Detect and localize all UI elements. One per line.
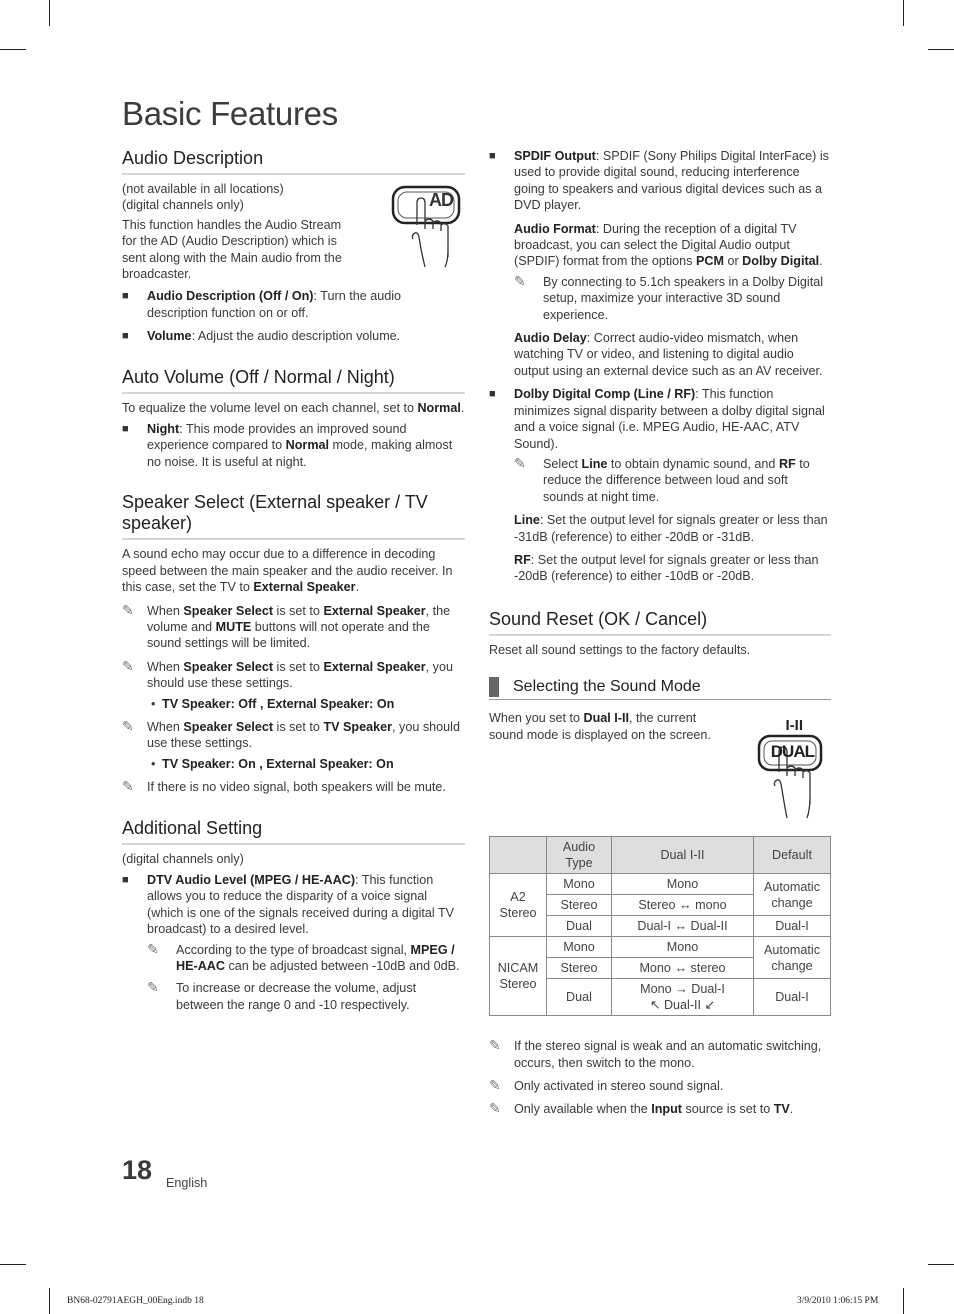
sound-reset-heading: Sound Reset (OK / Cancel) [489, 609, 831, 636]
sound-mode-heading: Selecting the Sound Mode [489, 677, 831, 700]
note-item: ✎ Select Line to obtain dynamic sound, and RF to reduce the difference between loud and soft sounds at night time. [514, 454, 810, 504]
crop-mark [903, 1288, 904, 1314]
table-row [490, 937, 831, 958]
pencil-note-icon: ✎ [122, 778, 134, 795]
list-item: • TV Speaker: On , External Speaker: On [151, 756, 394, 771]
bullet-dot-icon: • [151, 756, 156, 771]
auto-volume-heading: Auto Volume (Off / Normal / Night) [122, 367, 465, 394]
pencil-note-icon: ✎ [122, 657, 134, 674]
sound-reset-section [489, 609, 831, 658]
pencil-note-icon: ✎ [489, 1100, 501, 1117]
table-cell: Mono → Dual-I ↖ Dual-II ↙ [612, 979, 754, 1016]
bullet-square-icon: ■ [122, 330, 129, 343]
table-cell: Mono [547, 874, 612, 895]
line-text: Line: Set the output level for signals greater or less than -31dB (reference) to either -20dB or -31dB. [514, 513, 828, 544]
table-header-cell: Dual I-II [612, 837, 754, 874]
pencil-note-icon: ✎ [514, 272, 526, 289]
page-number: 18 [122, 1155, 153, 1185]
auto-volume-intro: To equalize the volume level on each channel, set to Normal. [122, 400, 465, 415]
crop-mark [0, 1264, 26, 1265]
print-file-label: BN68-02791AEGH_00Eng.indb 18 [67, 1296, 204, 1306]
rf-text: RF: Set the output level for signals greater or less than -20dB (reference) to either -10dB or -20dB. [514, 552, 819, 584]
note-item: ✎ Only activated in stereo sound signal. [489, 1076, 724, 1093]
dual-icon-label: DUAL [770, 742, 814, 762]
auto-volume-section [122, 367, 465, 471]
pencil-note-icon: ✎ [147, 979, 159, 996]
right-column [489, 148, 831, 1118]
audio-delay-text: Audio Delay: Correct audio-video mismatch, when watching TV or video, and listening to digital audio output using an external device such as an AV receiver. [514, 331, 823, 378]
pencil-note-icon: ✎ [489, 1076, 501, 1093]
audio-format-text: Audio Format: During the reception of a digital TV broadcast, you can select the Digital Audio output (SPDIF) format from the options PCM or Dolby Digital. [514, 221, 823, 269]
bullet-square-icon: ■ [122, 873, 129, 886]
sound-mode-intro: When you set to Dual I-II, the current sound mode is displayed on the screen. [489, 711, 711, 742]
table-cell: Dual [547, 916, 612, 937]
bullet-square-icon: ■ [489, 388, 496, 401]
ad-digital-note: (digital channels only) [122, 198, 244, 213]
list-item: ■ Audio Description (Off / On): Turn the audio description function on or off. [122, 289, 402, 320]
pencil-note-icon: ✎ [147, 940, 159, 957]
table-header-row [490, 837, 831, 874]
note-item: ✎ Only available when the Input source is set to TV. [489, 1100, 794, 1117]
table-cell: Mono [612, 874, 754, 895]
table-header-cell [490, 837, 547, 874]
table-cell: A2 Stereo [490, 874, 547, 937]
bullet-square-icon: ■ [489, 150, 496, 162]
pencil-note-icon: ✎ [514, 454, 526, 471]
list-item: • TV Speaker: Off , External Speaker: On [151, 696, 395, 711]
note-item: ✎ By connecting to 5.1ch speakers in a Dolby Digital setup, maximize your interactive 3D sound experience. [514, 272, 824, 322]
crop-mark [49, 0, 50, 26]
note-item: ✎ According to the type of broadcast signal, MPEG / HE-AAC can be adjusted between -10dB and 0dB. [147, 940, 460, 973]
table-cell: Stereo [547, 895, 612, 916]
sound-mode-table [489, 836, 831, 1016]
ad-body: This function handles the Audio Stream for the AD (Audio Description) which is sent along with the Main audio from the broadcaster. [122, 217, 342, 282]
table-cell: Dual-I [754, 916, 831, 937]
ad-availability-note: (not available in all locations) [122, 182, 284, 196]
ad-icon [385, 179, 465, 269]
bullet-dot-icon: • [151, 696, 156, 711]
note-item: ✎ When Speaker Select is set to External Speaker, you should use these settings. [122, 657, 453, 691]
table-header-cell: Default [754, 837, 831, 874]
heading-bar [489, 677, 499, 697]
ad-icon-label: AD [429, 190, 453, 210]
table-cell: Mono ↔ stereo [612, 958, 754, 979]
page-language: English [166, 1176, 208, 1190]
additional-setting-section [122, 818, 465, 1014]
table-row [490, 874, 831, 895]
crop-mark [0, 49, 26, 50]
list-item: ■ Volume: Adjust the audio description volume. [122, 329, 401, 344]
note-item: ✎ When Speaker Select is set to External Speaker, the volume and MUTE buttons will not operate and the sound settings will be limited. [122, 601, 451, 651]
audio-description-section [122, 148, 465, 345]
note-item: ✎ If the stereo signal is weak and an automatic switching, occurs, then switch to the mono. [489, 1037, 822, 1070]
note-item: ✎ When Speaker Select is set to TV Speaker, you should use these settings. [122, 717, 460, 751]
additional-setting-heading: Additional Setting [122, 818, 465, 845]
table-cell: NICAM Stereo [490, 937, 547, 1016]
table-cell: Automatic change [754, 937, 831, 979]
sound-mode-section [489, 677, 831, 1118]
table-cell: Automatic change [754, 874, 831, 916]
crop-mark [49, 1288, 50, 1314]
sound-reset-text: Reset all sound settings to the factory defaults. [489, 642, 751, 657]
speaker-select-section [122, 492, 465, 795]
table-cell: Dual-I ↔ Dual-II [612, 916, 754, 937]
bullet-square-icon: ■ [122, 423, 129, 436]
speaker-select-heading: Speaker Select (External speaker / TV speaker) [122, 492, 465, 540]
speaker-select-intro: A sound echo may occur due to a difference in decoding speed between the main speaker and the audio receiver. In this case, set the TV to External Speaker. [122, 547, 453, 595]
bullet-square-icon: ■ [122, 290, 129, 303]
crop-mark [903, 0, 904, 26]
pencil-note-icon: ✎ [122, 717, 134, 734]
table-header-cell: Audio Type [547, 837, 612, 874]
note-item: ✎ To increase or decrease the volume, adjust between the range 0 and -10 respectively. [147, 979, 417, 1012]
pencil-note-icon: ✎ [489, 1037, 501, 1054]
table-cell: Dual [547, 979, 612, 1016]
additional-note: (digital channels only) [122, 851, 244, 866]
table-cell: Mono [547, 937, 612, 958]
list-item: ■ Dolby Digital Comp (Line / RF): This function minimizes signal disparity between a dolby digital signal and a voice signal (i.e. MPEG Audio, HE-AAC, ATV Sound). [489, 387, 825, 451]
list-item: ■ DTV Audio Level (MPEG / HE-AAC): This function allows you to reduce the disparity of a voice signal (which is one of the signals received during a digital TV broadcast) to a desired level. [122, 872, 455, 937]
table-cell: Dual-I [754, 979, 831, 1016]
pencil-note-icon: ✎ [122, 601, 134, 618]
table-cell: Stereo ↔ mono [612, 895, 754, 916]
audio-description-heading: Audio Description [122, 148, 465, 175]
crop-mark [928, 1264, 954, 1265]
left-column [122, 148, 465, 1013]
print-date-label: 3/9/2010 1:06:15 PM [797, 1296, 879, 1306]
list-item: ■ Night: This mode provides an improved sound experience compared to Normal mode, making almost no noise. It is useful at night. [122, 422, 453, 469]
note-item: ✎ If there is no video signal, both speakers will be mute. [122, 778, 446, 795]
page-title: Basic Features [122, 95, 338, 132]
crop-mark [928, 49, 954, 50]
list-item: ■ SPDIF Output: SPDIF (Sony Philips Digital InterFace) is used to provide digital sound, reducing interference going to speakers and various digital devices such as a DVD player. [489, 149, 829, 213]
table-cell: Stereo [547, 958, 612, 979]
dual-icon-top-label: I-II [785, 717, 803, 735]
table-cell: Mono [612, 937, 754, 958]
